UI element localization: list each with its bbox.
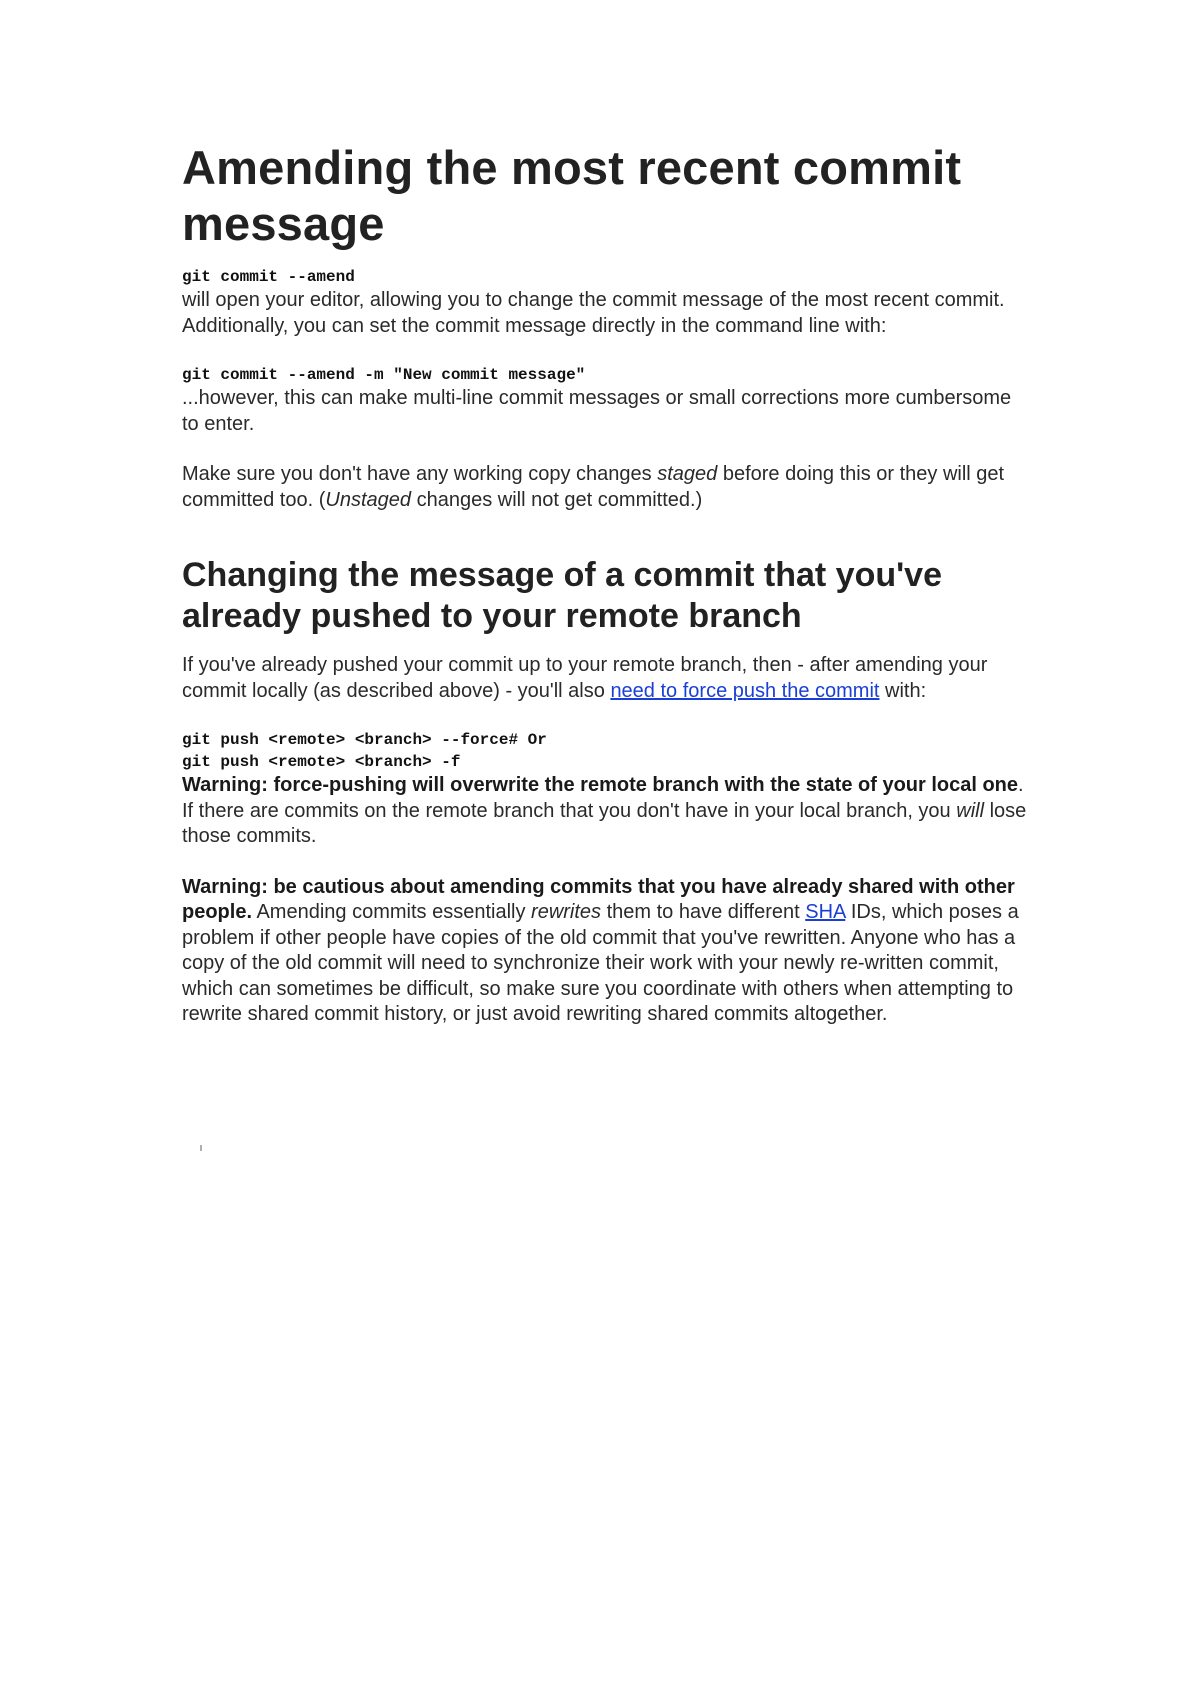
text-span: them to have different: [601, 901, 806, 923]
paragraph-amend-description: will open your editor, allowing you to change the commit message of the most recent commit. Additionally, you can set the commit message directly in the command line with:: [182, 289, 1005, 337]
text-span: IDs, which poses a problem if other people have copies of the old commit that you've rewritten. Anyone who has a copy of the old commit will need to synchronize their work with your newly re-written commit, which can sometimes be difficult, so make sure you coordinate with others when attempting to rewrite shared commit history, or just avoid rewriting shared commits altogether.: [182, 901, 1019, 1025]
warning-bold-text: Warning: force-pushing will overwrite the remote branch with the state of your local one: [182, 774, 1019, 796]
code-line-push-f: git push <remote> <branch> -f: [182, 753, 461, 771]
code-line-amend-message: git commit --amend -m "New commit message": [182, 366, 586, 384]
text-span: changes will not get committed.): [411, 488, 703, 511]
text-span: with:: [879, 679, 927, 702]
emphasis-will: will: [956, 799, 985, 822]
paragraph-warning-overwrite: [182, 773, 1032, 850]
text-span: Make sure you don't have any working copy changes: [182, 463, 658, 485]
sha-link[interactable]: SHA: [805, 901, 846, 923]
text-span: Amending commits essentially: [252, 901, 532, 923]
emphasis-unstaged: Unstaged: [325, 488, 412, 511]
text-span: . If there are commits on the remote branch that you don't have in your local branch, you: [182, 774, 1024, 822]
emphasis-rewrites: rewrites: [531, 901, 602, 923]
force-push-link[interactable]: need to force push the commit: [610, 679, 880, 702]
page-title: Amending the most recent commit message: [182, 141, 962, 250]
warning-bold-text: Warning: be cautious about amending commits that you have already shared with other people.: [182, 875, 1015, 923]
paragraph-staged-note: [182, 462, 1032, 513]
emphasis-staged: staged: [657, 463, 718, 485]
document-page: [182, 140, 1032, 1028]
text-span: before doing this or they will get committed too. (: [182, 463, 1005, 511]
stray-mark: [200, 1145, 202, 1151]
code-line-push-force: git push <remote> <branch> --force# Or: [182, 731, 547, 749]
code-line-amend: git commit --amend: [182, 268, 355, 286]
paragraph-pushed-intro: [182, 653, 1032, 704]
paragraph-however: ...however, this can make multi-line commit messages or small corrections more cumbersome to enter.: [182, 387, 1012, 435]
text-span: lose those commits.: [182, 799, 1027, 847]
paragraph-warning-shared: [182, 875, 1032, 1028]
section-heading-force-push: Changing the message of a commit that you've already pushed to your remote branch: [182, 556, 943, 635]
text-span: If you've already pushed your commit up to your remote branch, then - after amending your commit locally (as described above) - you'll also: [182, 654, 988, 702]
